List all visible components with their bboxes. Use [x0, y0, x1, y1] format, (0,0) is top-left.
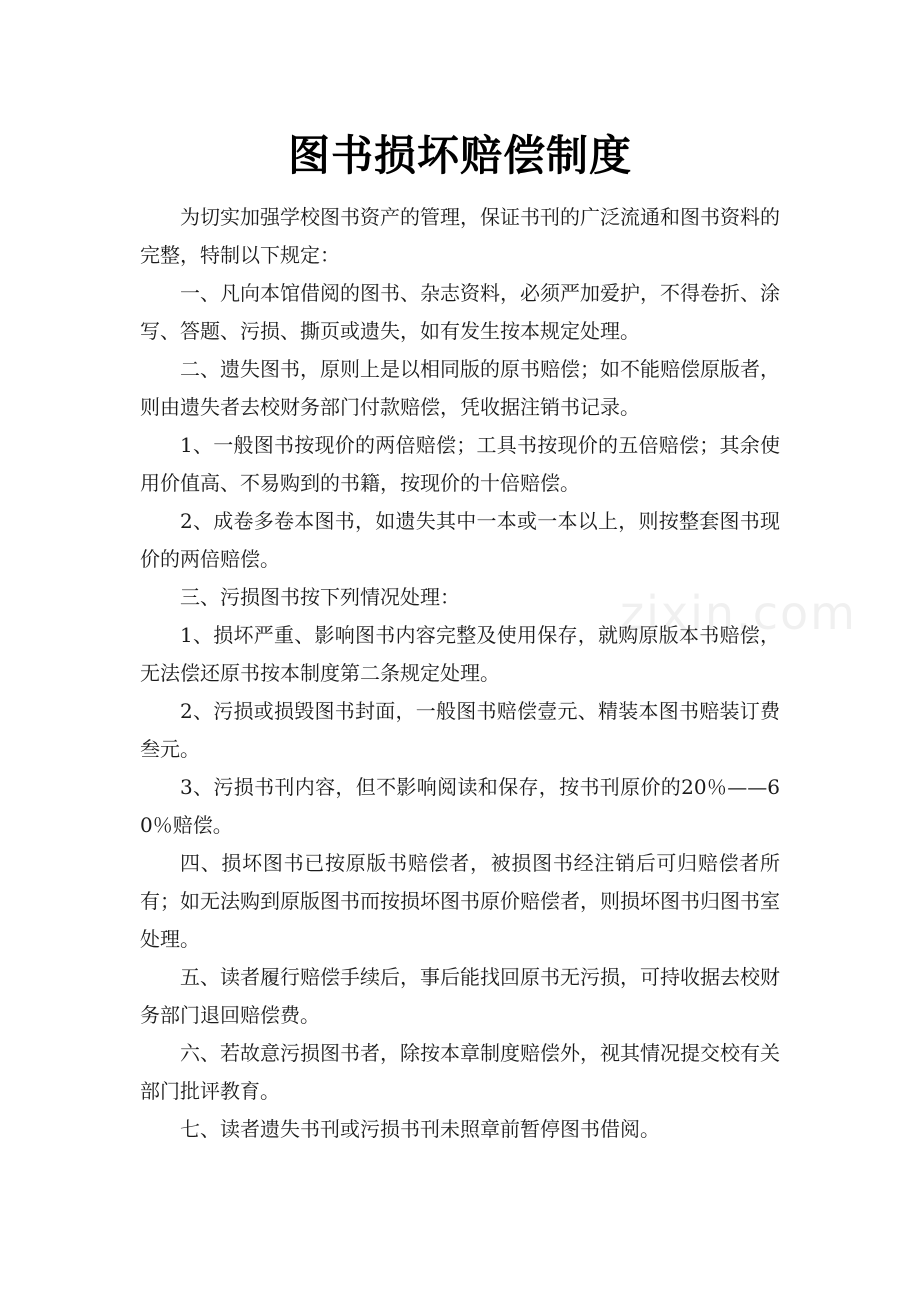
paragraph-rule-3-item-2: 2、污损或损毁图书封面，一般图书赔偿壹元、精装本图书赔装订费叁元。: [140, 699, 780, 761]
paragraph-rule-2-item-1: 1、一般图书按现价的两倍赔偿；工具书按现价的五倍赔偿；其余使用价值高、不易购到的书籍，按现价的十倍赔偿。: [140, 433, 780, 495]
paragraph-rule-4: 四、损坏图书已按原版书赔偿者，被损图书经注销后可归赔偿者所有；如无法购到原版图书而按损坏图书原价赔偿者，则损坏图书归图书室处理。: [140, 851, 780, 951]
paragraph-rule-1: 一、凡向本馆借阅的图书、杂志资料，必须严加爱护，不得卷折、涂写、答题、污损、撕页或遗失，如有发生按本规定处理。: [140, 281, 780, 343]
paragraph-rule-2-item-2: 2、成卷多卷本图书，如遗失其中一本或一本以上，则按整套图书现价的两倍赔偿。: [140, 509, 780, 571]
paragraph-rule-3-item-3: 3、污损书刊内容，但不影响阅读和保存，按书刊原价的20％——60％赔偿。: [140, 775, 780, 837]
paragraph-intro: 为切实加强学校图书资产的管理，保证书刊的广泛流通和图书资料的完整，特制以下规定：: [140, 205, 780, 267]
document-title: 图书损坏赔偿制度: [287, 131, 632, 180]
paragraph-rule-3: 三、污损图书按下列情况处理：: [180, 585, 460, 609]
paragraph-rule-3-item-1: 1、损坏严重、影响图书内容完整及使用保存，就购原版本书赔偿，无法偿还原书按本制度第二条规定处理。: [140, 623, 780, 685]
paragraph-rule-7: 七、读者遗失书刊或污损书刊未照章前暂停图书借阅。: [180, 1117, 660, 1141]
paragraph-rule-5: 五、读者履行赔偿手续后，事后能找回原书无污损，可持收据去校财务部门退回赔偿费。: [140, 965, 780, 1027]
paragraph-rule-6: 六、若故意污损图书者，除按本章制度赔偿外，视其情况提交校有关部门批评教育。: [140, 1041, 780, 1103]
watermark-text: zixin.com: [620, 586, 857, 640]
document-body: [140, 198, 780, 1148]
paragraph-rule-2: 二、遗失图书，原则上是以相同版的原书赔偿；如不能赔偿原版者，则由遗失者去校财务部门付款赔偿，凭收据注销书记录。: [140, 357, 780, 419]
